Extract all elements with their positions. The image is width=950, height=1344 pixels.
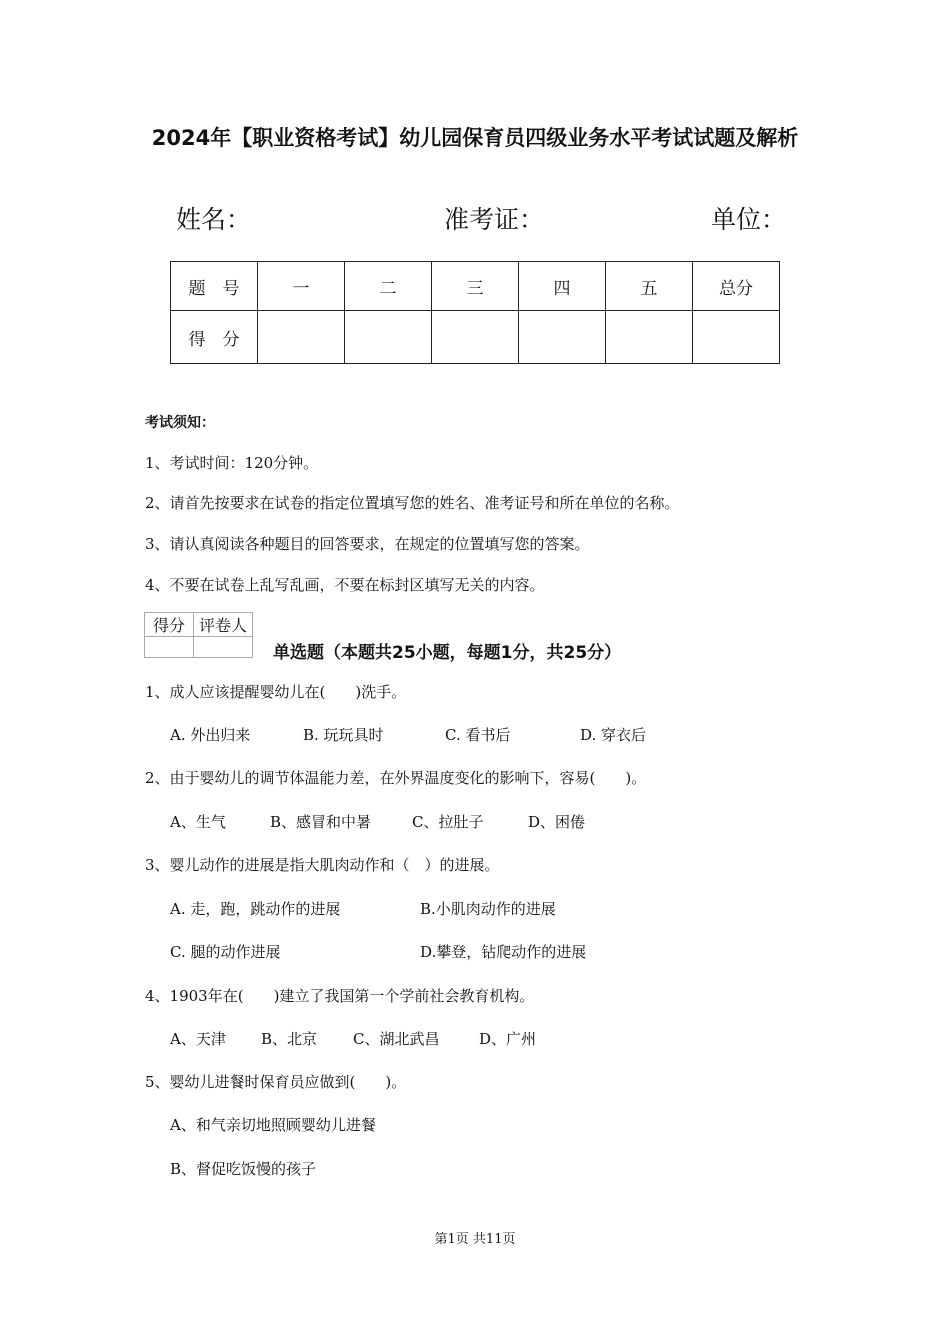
question-option: D. 穿衣后 bbox=[580, 726, 647, 744]
score-table-header-cell: 二 bbox=[345, 262, 432, 311]
score-cell[interactable] bbox=[345, 311, 432, 364]
question-option: C、拉肚子 bbox=[412, 813, 484, 831]
instruction-item: 2、请首先按要求在试卷的指定位置填写您的姓名、准考证号和所在单位的名称。 bbox=[145, 494, 680, 512]
question-option: B、北京 bbox=[261, 1030, 318, 1048]
question-option: B、督促吃饭慢的孩子 bbox=[170, 1160, 317, 1178]
question-option: A、和气亲切地照顾婴幼儿进餐 bbox=[170, 1116, 376, 1134]
score-table-score-row bbox=[171, 311, 780, 364]
question-stem: 3、婴儿动作的进展是指大肌肉动作和（ ）的进展。 bbox=[145, 856, 500, 874]
score-cell[interactable] bbox=[606, 311, 693, 364]
question-option: D.攀登，钻爬动作的进展 bbox=[420, 943, 587, 961]
question-stem: 1、成人应该提醒婴幼儿在( )洗手。 bbox=[145, 683, 407, 701]
instruction-item: 1、考试时间：120分钟。 bbox=[145, 454, 319, 472]
grader-score-cell[interactable] bbox=[145, 637, 194, 658]
question-option: B、感冒和中暑 bbox=[270, 813, 372, 831]
instruction-item: 4、不要在试卷上乱写乱画，不要在标封区填写无关的内容。 bbox=[145, 576, 545, 594]
score-cell[interactable] bbox=[258, 311, 345, 364]
question-option: B.小肌肉动作的进展 bbox=[420, 900, 556, 918]
document-title: 2024年【职业资格考试】幼儿园保育员四级业务水平考试试题及解析 bbox=[151, 126, 799, 150]
question-option: C、湖北武昌 bbox=[353, 1030, 440, 1048]
question-option: A、天津 bbox=[170, 1030, 226, 1048]
name-label: 姓名： bbox=[176, 205, 252, 234]
score-table-header-cell: 题 号 bbox=[171, 262, 258, 311]
question-stem: 4、1903年在( )建立了我国第一个学前社会教育机构。 bbox=[145, 987, 535, 1005]
exam-id-label: 准考证： bbox=[444, 205, 545, 234]
question-option: A. 外出归来 bbox=[170, 726, 251, 744]
unit-label: 单位： bbox=[711, 205, 787, 234]
page-footer: 第1页 共11页 bbox=[434, 1232, 516, 1247]
question-option: B. 玩玩具时 bbox=[303, 726, 384, 744]
question-stem: 2、由于婴幼儿的调节体温能力差，在外界温度变化的影响下，容易( )。 bbox=[145, 769, 647, 787]
grader-score-label: 得分 bbox=[145, 613, 194, 637]
question-option: A. 走，跑，跳动作的进展 bbox=[170, 900, 341, 918]
grader-name-label: 评卷人 bbox=[194, 613, 253, 637]
question-option: C. 腿的动作进展 bbox=[170, 943, 281, 961]
score-row-label: 得 分 bbox=[171, 311, 258, 364]
score-cell[interactable] bbox=[432, 311, 519, 364]
score-table bbox=[170, 261, 780, 364]
question-stem: 5、婴幼儿进餐时保育员应做到( )。 bbox=[145, 1073, 407, 1091]
score-table-header-row bbox=[171, 262, 780, 311]
instructions-heading: 考试须知： bbox=[145, 415, 215, 431]
grader-box bbox=[144, 612, 253, 658]
instruction-item: 3、请认真阅读各种题目的回答要求，在规定的位置填写您的答案。 bbox=[145, 535, 590, 553]
question-option: C. 看书后 bbox=[445, 726, 511, 744]
section-title: 单选题（本题共25小题，每题1分，共25分） bbox=[273, 643, 622, 663]
question-option: D、广州 bbox=[479, 1030, 537, 1048]
score-cell[interactable] bbox=[519, 311, 606, 364]
score-table-header-cell: 五 bbox=[606, 262, 693, 311]
score-table-header-cell: 四 bbox=[519, 262, 606, 311]
score-table-header-cell: 总分 bbox=[693, 262, 780, 311]
question-option: D、困倦 bbox=[528, 813, 586, 831]
score-cell[interactable] bbox=[693, 311, 780, 364]
score-table-header-cell: 三 bbox=[432, 262, 519, 311]
grader-name-cell[interactable] bbox=[194, 637, 253, 658]
score-table-header-cell: 一 bbox=[258, 262, 345, 311]
question-option: A、生气 bbox=[170, 813, 226, 831]
